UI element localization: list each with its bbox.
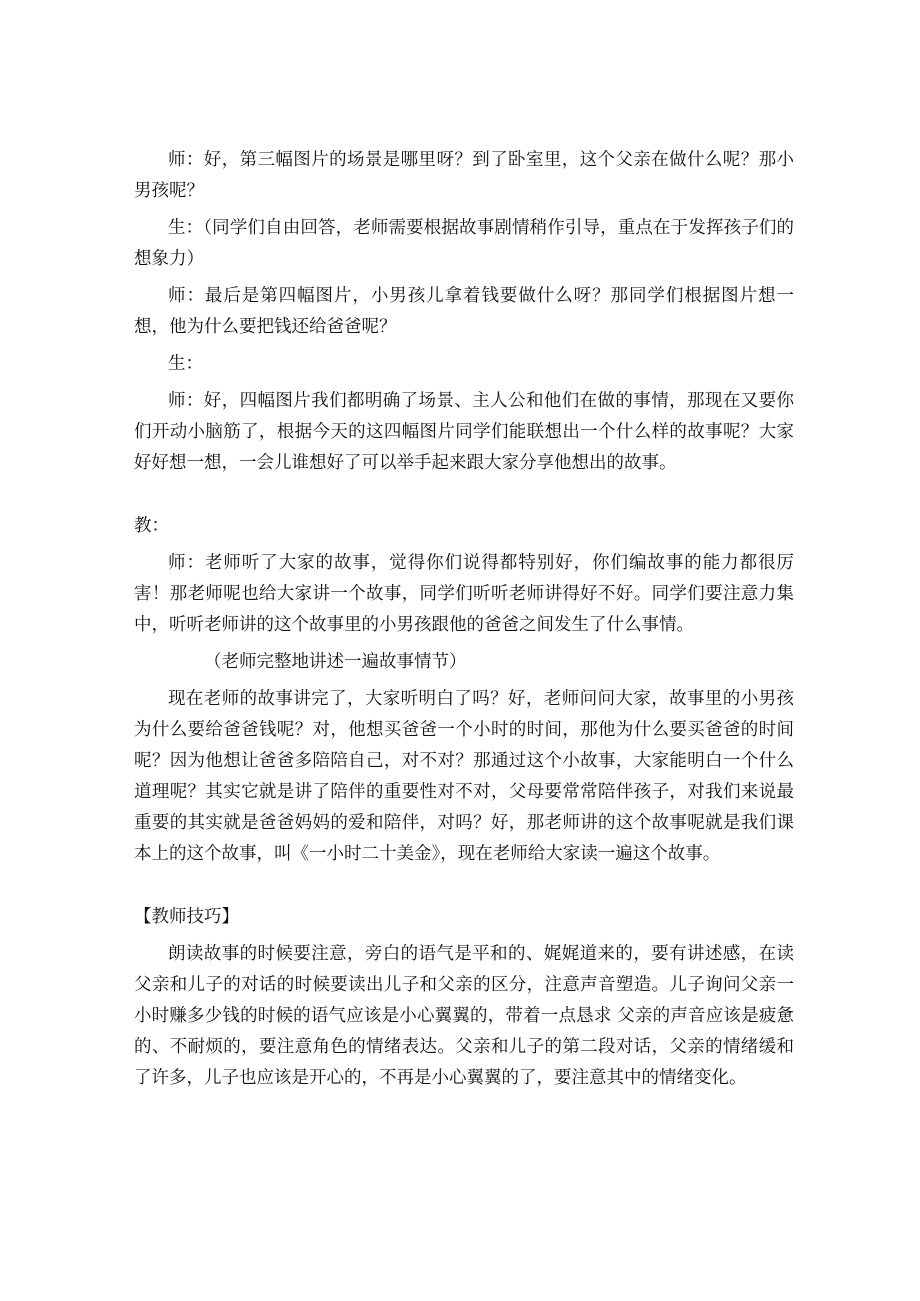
teacher-line-fourth-picture: 师：最后是第四幅图片，小男孩儿拿着钱要做什么呀？那同学们根据图片想一想，他为什么要把钱还给爸爸呢？ bbox=[134, 286, 794, 337]
teacher-tips-body: 朗读故事的时候要注意，旁白的语气是平和的、娓娓道来的，要有讲述感，在读父亲和儿子的对话的时候要读出儿子和父亲的区分，注意声音塑造。儿子询问父亲一小时赚多少钱的时候的语气应该是小心翼翼的，带着一点恳求 父亲的声音应该是疲惫的、不耐烦的，要注意角色的情绪表达。父亲和儿子的第二段对话，父亲的情绪缓和了许多，儿子也应该是开心的，不再是小心翼翼的了，要注意其中的情绪变化。 bbox=[134, 944, 794, 1088]
teacher-line-story-meaning: 现在老师的故事讲完了，大家听明白了吗？好，老师问问大家，故事里的小男孩为什么要给爸爸钱呢？对，他想买爸爸一个小时的时间，那他为什么要买爸爸的时间呢？因为他想让爸爸多陪陪自己，对不对？那通过这个小故事，大家能明白一个什么道理呢？其实它就是讲了陪伴的重要性对不对，父母要常常陪伴孩子，对我们来说最重要的其实就是爸爸妈妈的爱和陪伴，对吗？好，那老师讲的这个故事呢就是我们课本上的这个故事，叫《一小时二十美金》，现在老师给大家读一遍这个故事。 bbox=[134, 689, 794, 864]
document-page bbox=[134, 145, 794, 1100]
student-line-empty: 生： bbox=[168, 354, 203, 374]
teach-heading: 教： bbox=[134, 516, 169, 536]
stage-direction: （老师完整地讲述一遍故事情节） bbox=[204, 652, 467, 672]
student-line-free-answer: 生：（同学们自由回答，老师需要根据故事剧情稍作引导，重点在于发挥孩子们的想象力） bbox=[134, 218, 794, 269]
teacher-line-make-story: 师：好，四幅图片我们都明确了场景、主人公和他们在做的事情，那现在又要你们开动小脑筋了，根据今天的这四幅图片同学们能联想出一个什么样的故事呢？大家好好想一想，一会儿谁想好了可以举手起来跟大家分享他想出的故事。 bbox=[134, 391, 794, 473]
teacher-tips-heading: 【教师技巧】 bbox=[134, 907, 239, 927]
section-gap bbox=[134, 485, 794, 511]
teacher-line-third-picture: 师：好，第三幅图片的场景是哪里呀？到了卧室里，这个父亲在做什么呢？那小男孩呢？ bbox=[134, 150, 794, 201]
teacher-line-tell-story: 师：老师听了大家的故事，觉得你们说得都特别好，你们编故事的能力都很厉害！那老师呢也给大家讲一个故事，同学们听听老师讲得好不好。同学们要注意力集中，听听老师讲的这个故事里的小男孩跟他的爸爸之间发生了什么事情。 bbox=[134, 553, 794, 635]
section-gap bbox=[134, 876, 794, 902]
